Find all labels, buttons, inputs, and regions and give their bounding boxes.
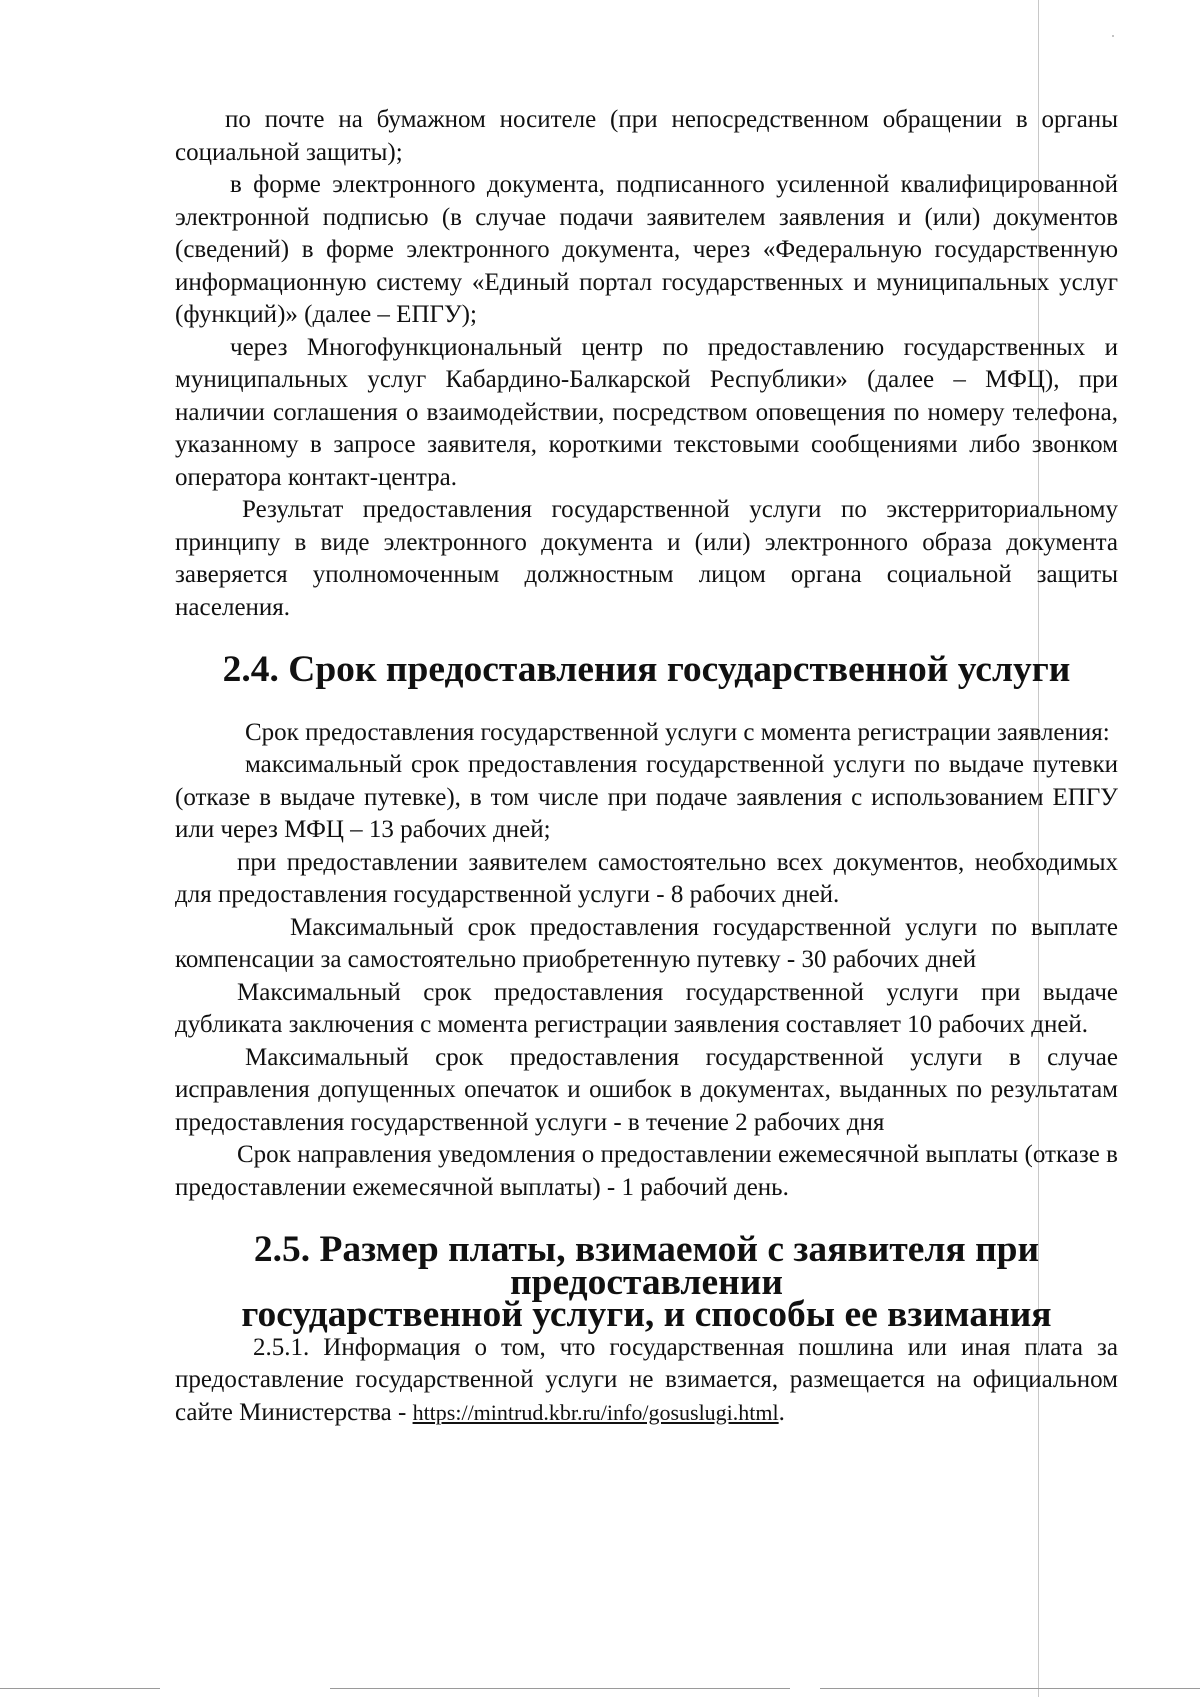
paragraph-2-5-1-end: . — [778, 1398, 785, 1426]
paragraph-term-voucher: максимальный срок предоставления государственной услуги по выдаче путевки (отказе в выдаче путевке), в том числе при подаче заявления с использованием ЕПГУ или через МФЦ – 13 рабочих дней; — [175, 751, 1118, 843]
ministry-website-link[interactable]: https://mintrud.kbr.ru/info/gosuslugi.html — [412, 1399, 779, 1425]
paragraph-term-documents: при предоставлении заявителем самостоятельно всех документов, необходимых для предоставления государственной услуги - 8 рабочих дней. — [175, 848, 1118, 908]
scan-artifact-bottom-line-right — [820, 1688, 1200, 1689]
scan-artifact-bottom-line-left — [0, 1688, 160, 1689]
heading-2-4: 2.4. Срок предоставления государственной услуги — [222, 649, 1071, 690]
heading-2-5-line-1: 2.5. Размер платы, взимаемой с заявителя при предоставлении — [253, 1229, 1040, 1303]
paragraph-term-compensation: Максимальный срок предоставления государственной услуги по выплате компенсации за самостоятельно приобретенную путевку - 30 рабочих дней — [175, 913, 1118, 973]
paragraph-term-duplicate: Максимальный срок предоставления государственной услуги при выдаче дубликата заключения с момента регистрации заявления составляет 10 рабочих дней. — [175, 978, 1118, 1038]
scan-artifact-bottom-line-middle — [330, 1688, 790, 1689]
paragraph-result: Результат предоставления государственной услуги по экстерриториальному принципу в виде электронного документа и (или) электронного образа документа заверяется уполномоченным должностным лицом органа социальной защиты населения. — [175, 496, 1118, 621]
paragraph-mail: по почте на бумажном носителе (при непосредственном обращении в органы социальной защиты); — [175, 106, 1118, 166]
paragraph-mfc: через Многофункциональный центр по предоставлению государственных и муниципальных услуг Кабардино-Балкарской Республики» (далее – МФЦ), при наличии соглашения о взаимодействии, посредством оповещения по номеру телефона, указанному в запросе заявителя, короткими текстовыми сообщениями либо звонком оператора контакт-центра. — [175, 333, 1118, 491]
paragraph-2-5-1-text: 2.5.1. Информация о том, что государственная пошлина или иная плата за предоставление государственной услуги не взимается, размещается на официальном сайте Министерства - — [175, 1333, 1118, 1426]
paragraph-term-corrections: Максимальный срок предоставления государственной услуги в случае исправления допущенных опечаток и ошибок в документах, выданных по результатам предоставления государственной услуги - в течение 2 рабочих дня — [175, 1043, 1118, 1136]
heading-2-5 — [175, 1229, 1118, 1335]
paragraph-term-notification: Срок направления уведомления о предоставлении ежемесячной выплаты (отказе в предоставлении ежемесячной выплаты) - 1 рабочий день. — [175, 1141, 1118, 1201]
paragraph-term-intro: Срок предоставления государственной услуги с момента регистрации заявления: — [245, 718, 1110, 746]
paragraph-electronic: в форме электронного документа, подписанного усиленной квалифицированной электронной подписью (в случае подачи заявителем заявления и (или) документов (сведений) в форме электронного документа, через «Федеральную государственную информационную систему «Единый портал государственных и муниципальных услуг (функций)» (далее – ЕПГУ); — [175, 171, 1118, 328]
scan-artifact-dot — [1112, 35, 1114, 37]
document-body — [175, 104, 1118, 1429]
paragraph-2-5-1 — [175, 1332, 1118, 1430]
heading-2-5-line-2: государственной услуги, и способы ее взимания — [241, 1294, 1052, 1335]
